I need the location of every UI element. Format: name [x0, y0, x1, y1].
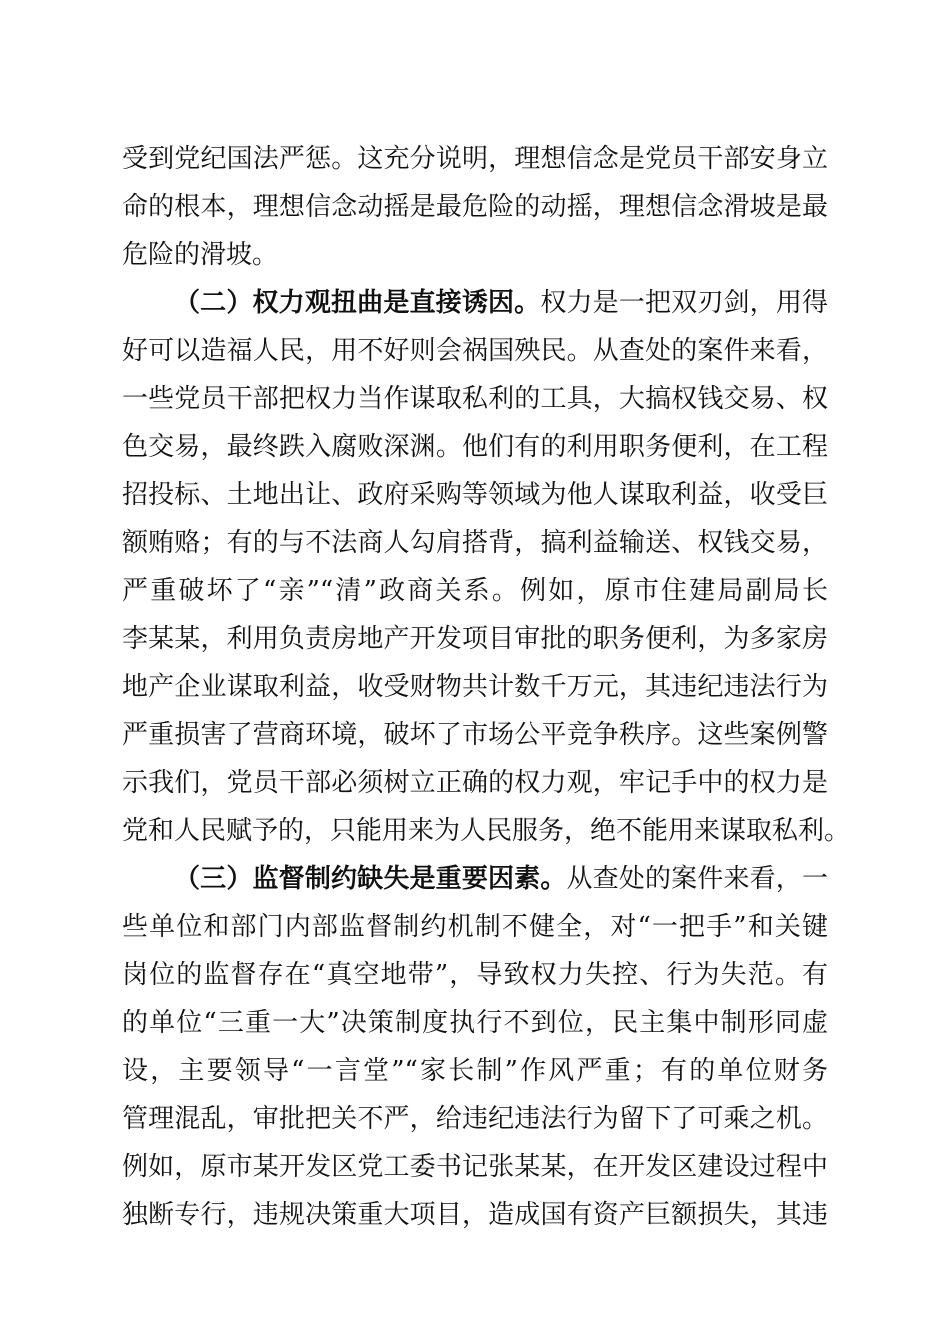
- text-line: 地产企业谋取利益，收受财物共计数千万元，其违纪违法行为: [122, 672, 828, 702]
- text-line: 设，主要领导“一言堂”“家长制”作风严重；有的单位财务: [122, 1056, 828, 1086]
- text-line: 严重损害了营商环境，破坏了市场公平竞争秩序。这些案例警: [122, 720, 828, 750]
- text-line: 示我们，党员干部必须树立正确的权力观，牢记手中的权力是: [122, 768, 828, 798]
- text-line: 岗位的监督存在“真空地带”，导致权力失控、行为失范。有: [122, 960, 828, 990]
- text-line: 例如，原市某开发区党工委书记张某某，在开发区建设过程中: [122, 1152, 828, 1182]
- text-line: 受到党纪国法严惩。这充分说明，理想信念是党员干部安身立: [122, 144, 828, 174]
- text-line: 好可以造福人民，用不好则会祸国殃民。从查处的案件来看，: [122, 336, 828, 366]
- paragraph-2: [122, 279, 851, 855]
- text-line: 命的根本，理想信念动摇是最危险的动摇，理想信念滑坡是最: [122, 192, 828, 222]
- text-line: 招投标、土地出让、政府采购等领域为他人谋取利益，收受巨: [122, 480, 828, 510]
- text-line: 的单位“三重一大”决策制度执行不到位，民主集中制形同虚: [122, 1008, 828, 1038]
- text-line: 色交易，最终跌入腐败深渊。他们有的利用职务便利，在工程: [122, 432, 828, 462]
- text-run: 权力是一把双刃剑，用得: [540, 288, 828, 318]
- section-heading-2: （二）权力观扭曲是直接诱因。: [174, 288, 541, 318]
- text-line: 额贿赂；有的与不法商人勾肩搭背，搞利益输送、权钱交易，: [122, 528, 828, 558]
- text-line: 李某某，利用负责房地产开发项目审批的职务便利，为多家房: [122, 624, 828, 654]
- text-line: [122, 855, 828, 903]
- text-line: 危险的滑坡。: [122, 240, 279, 270]
- text-line: 独断专行，违规决策重大项目，造成国有资产巨额损失，其违: [122, 1200, 828, 1230]
- text-line: 管理混乱，审批把关不严，给违纪违法行为留下了可乘之机。: [122, 1104, 828, 1134]
- text-line: 一些党员干部把权力当作谋取私利的工具，大搞权钱交易、权: [122, 384, 828, 414]
- text-line: [122, 279, 828, 327]
- text-run: 从查处的案件来看，一: [566, 864, 828, 894]
- text-line: 党和人民赋予的，只能用来为人民服务，绝不能用来谋取私利。: [122, 816, 851, 846]
- paragraph-1: [122, 135, 828, 279]
- document-body: [122, 135, 851, 1239]
- text-line: 严重破坏了“亲”“清”政商关系。例如，原市住建局副局长: [122, 576, 828, 606]
- section-heading-3: （三）监督制约缺失是重要因素。: [174, 864, 567, 894]
- text-line: 些单位和部门内部监督制约机制不健全，对“一把手”和关键: [122, 912, 828, 942]
- paragraph-3: [122, 855, 828, 1239]
